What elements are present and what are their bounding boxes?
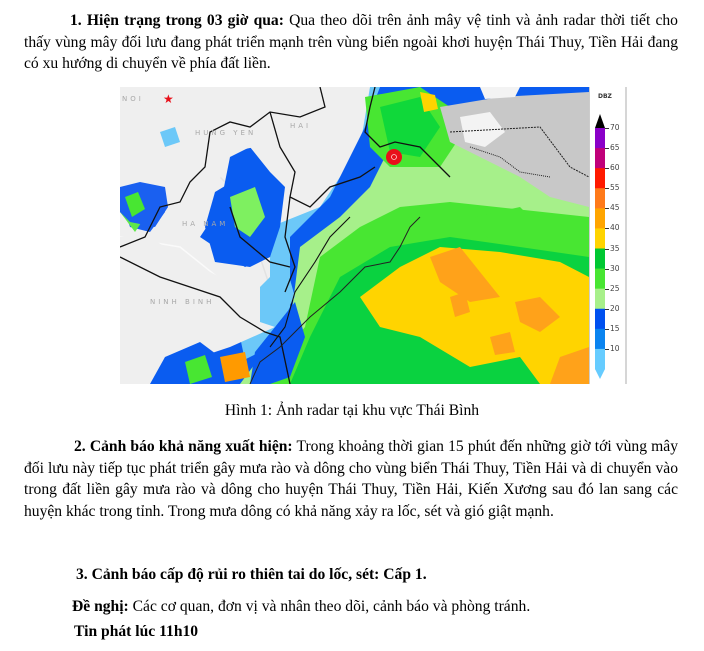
legend-tick-label: 15 [610,323,620,333]
section-text: Qua theo dõi trên ảnh mây vệ tinh và ảnh radar thời tiết cho thấy vùng mây đối lưu đang phát triển mạnh trên vùng biển ngoài khơi huyện Thái Thuy, Tiền Hải đang có xu hướng di chuyển về phía đất liền. [24,12,678,72]
legend-min-arrow [595,369,605,379]
legend-tick-label: 60 [610,163,620,173]
legend-color-bar [595,114,605,379]
legend-color-swatch [595,168,605,189]
section-text: Trong khoảng thời gian 15 phút đến những giờ tới vùng mây đối lưu này tiếp tục phát triển gây mưa rào và dông cho vùng biển Thái Thuy, Tiền Hải và di chuyển vào trong đất liền gây mưa rào và dông cho huyện Thái Thuy, Tiền Hải, Kiến Xương sau đó lan sang các huyện khác trong tỉnh. Trong mưa dông có khả năng xảy ra lốc, sét và gió giật mạnh. [24,438,678,520]
legend-tick-label: 10 [610,343,620,353]
issued-text: Tin phát lúc 11h10 [74,623,199,640]
legend-max-arrow [595,114,605,128]
legend-unit: DBZ [598,93,612,100]
capital-star-icon: ★ [163,92,174,106]
legend-color-swatch [595,269,605,290]
radar-map [120,87,589,384]
legend-color-swatch [595,289,605,310]
map-label-hanoi: NOI [122,95,144,103]
section-risk-level [76,566,427,584]
legend-tick-label: 25 [610,283,620,293]
recommendation-text: Các cơ quan, đơn vị và nhân theo dõi, cảnh báo và phòng tránh. [128,598,531,615]
legend-tick-label: 70 [610,123,620,132]
issued-time [74,623,198,641]
legend-tick-label: 65 [610,143,620,153]
figure-caption: Hình 1: Ảnh radar tại khu vực Thái Bình [224,402,480,419]
legend-tick-label: 20 [610,303,620,313]
legend-color-swatch [595,228,605,249]
dbz-legend [589,87,627,384]
legend-color-swatch [595,349,605,370]
legend-color-swatch [595,128,605,149]
legend-color-swatch [595,329,605,350]
section-warning [24,436,678,522]
legend-tick-label: 30 [610,263,620,273]
section-current-status [24,10,678,75]
map-label-ha-nam: HA NAM [182,220,229,228]
legend-color-swatch [595,309,605,330]
legend-color-swatch [595,249,605,270]
legend-color-swatch [595,208,605,229]
radar-map-image [120,87,589,384]
risk-level-text: 3. Cảnh báo cấp độ rủi ro thiên tai do lốc, sét: Cấp 1. [76,566,427,583]
legend-color-swatch [595,148,605,169]
legend-tick-label: 35 [610,243,620,253]
legend-tick-label: 45 [610,203,620,213]
legend-tick-label: 55 [610,183,620,193]
legend-tick-label: 40 [610,223,620,233]
section-heading: 1. Hiện trạng trong 03 giờ qua: [70,12,284,29]
radar-figure [120,87,628,385]
map-label-ninh-binh: NINH BINH [150,298,215,306]
section-heading: 2. Cảnh báo khả năng xuất hiện: [74,438,293,455]
map-label-hai-phong: HAI [290,122,312,130]
legend-color-swatch [595,188,605,209]
recommendation [72,598,530,616]
map-label-hung-yen: HUNG YEN [195,129,257,137]
radar-station-marker [386,149,402,165]
recommendation-label: Đề nghị: [72,598,129,615]
